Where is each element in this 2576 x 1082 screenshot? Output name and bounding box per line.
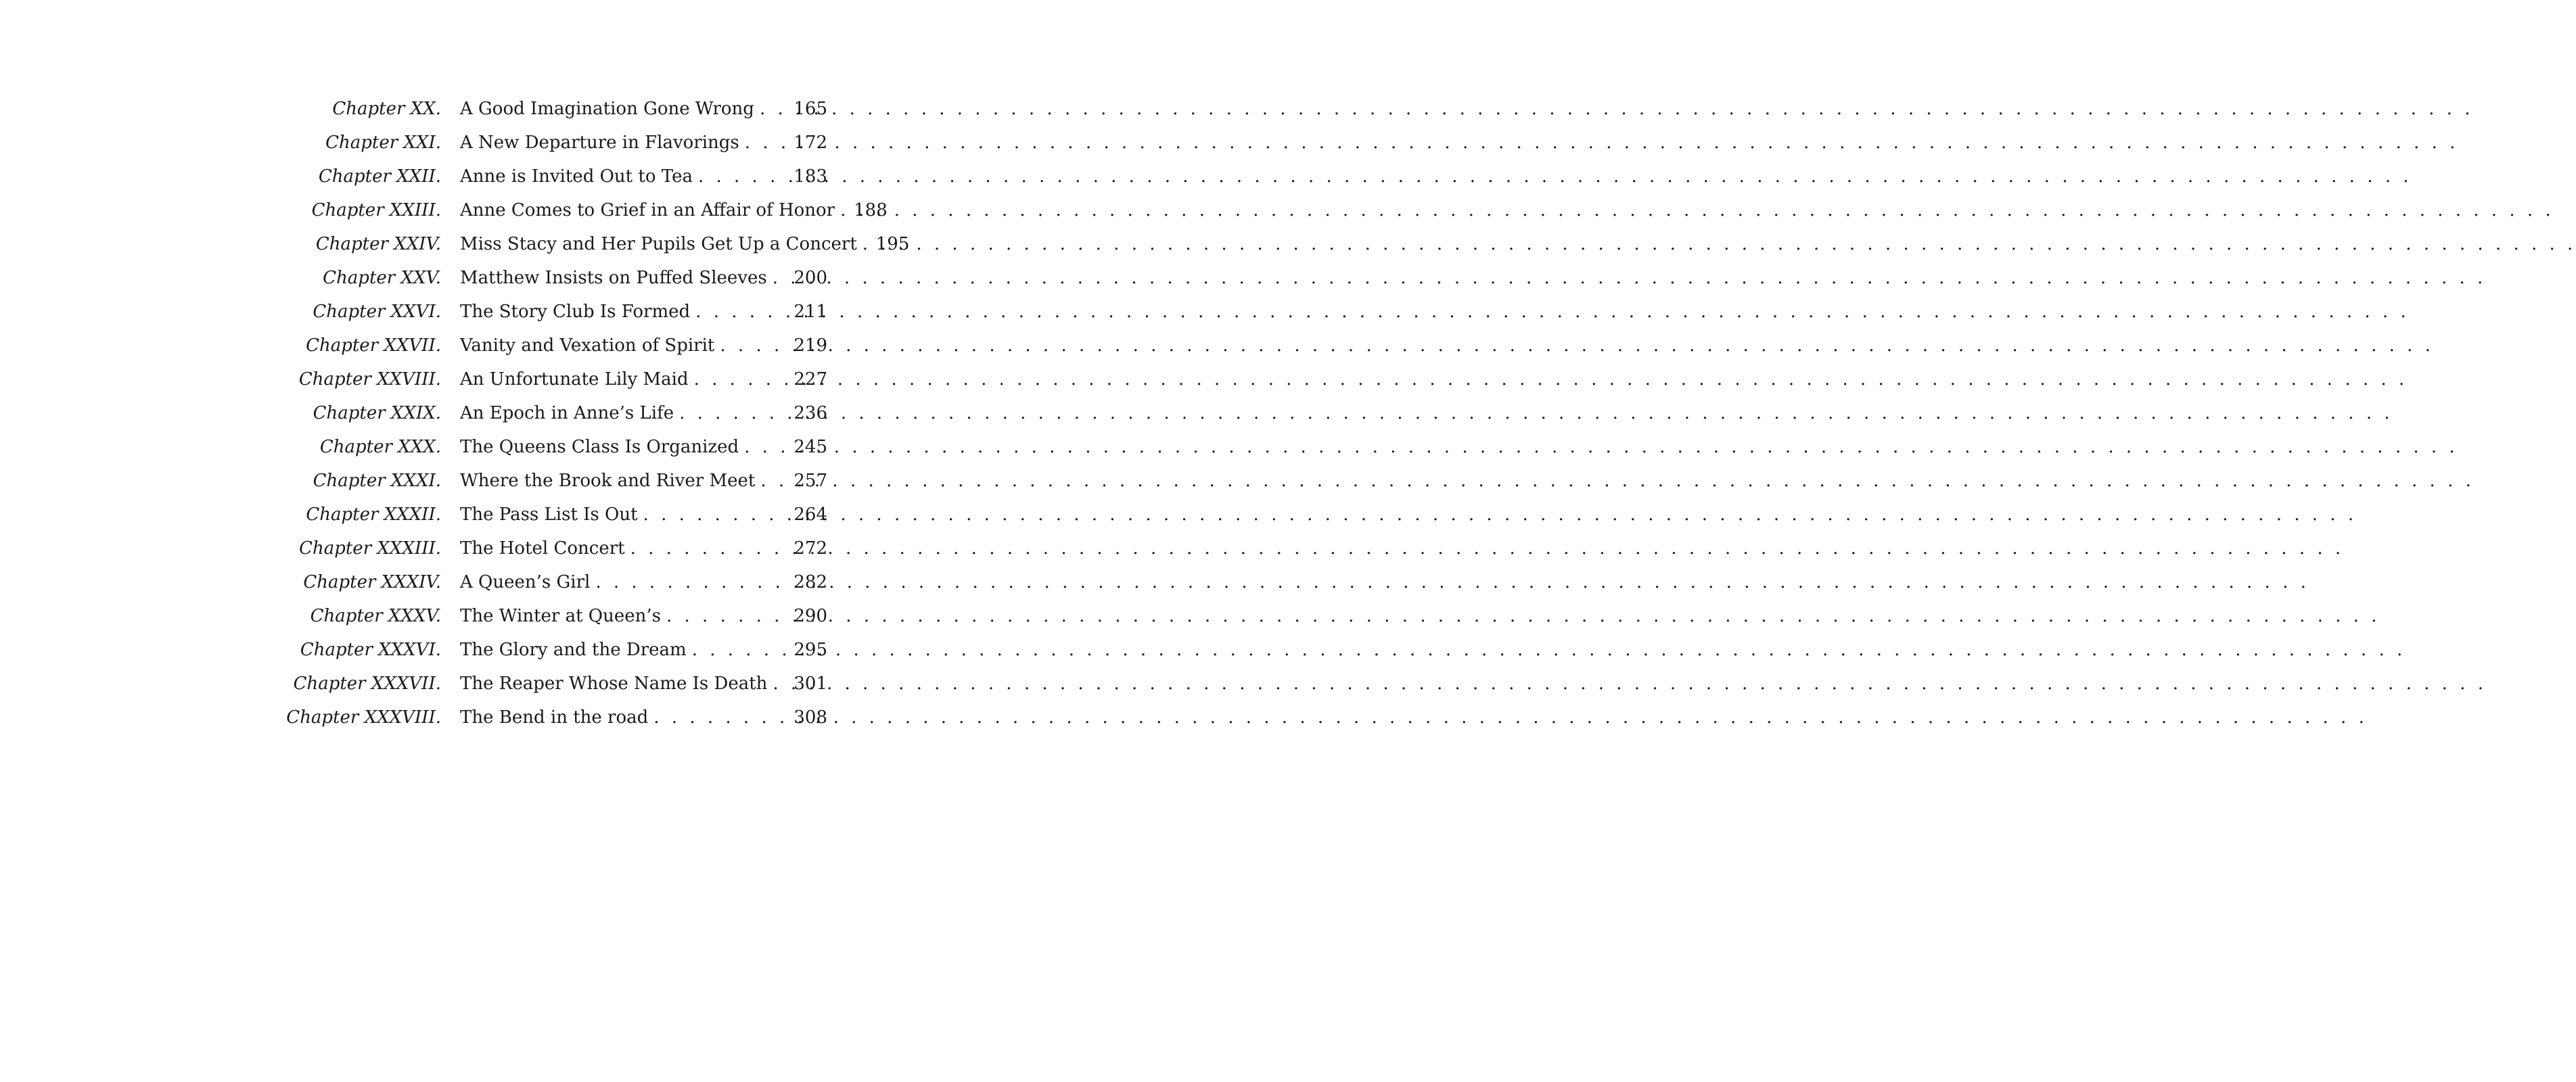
chapter-title: A Queen’s Girl: [460, 572, 591, 592]
toc-entry-body: [460, 571, 827, 593]
table-of-contents: [0, 98, 1082, 740]
page-number: 245: [794, 437, 827, 457]
toc-entry-body: [460, 369, 827, 390]
toc-entry: [0, 335, 1082, 369]
dot-leader: [767, 673, 794, 695]
chapter-number: Chapter XXXVI.: [300, 640, 441, 660]
chapter-number: Chapter XXXIII.: [299, 538, 441, 559]
toc-entry: [0, 707, 1082, 740]
toc-entry-body: [460, 639, 827, 661]
chapter-title: A Good Imagination Gone Wrong: [460, 99, 754, 119]
toc-entry: [0, 504, 1082, 538]
dot-leader: [835, 199, 854, 221]
toc-entry-body: [460, 301, 827, 323]
toc-entry-body: [460, 436, 827, 458]
toc-entry: [0, 267, 1082, 301]
dot-leader: [714, 335, 794, 356]
chapter-number: Chapter XXVII.: [306, 335, 441, 356]
chapter-title: An Epoch in Anne’s Life: [460, 403, 674, 423]
toc-entry-body: [460, 538, 827, 559]
toc-entry: [0, 98, 1082, 132]
toc-entry: [0, 673, 1082, 707]
dot-leader: [638, 504, 794, 525]
chapter-number: Chapter XX.: [332, 99, 441, 119]
toc-entry-body: [460, 132, 827, 154]
chapter-number: Chapter XXX.: [319, 437, 441, 457]
toc-entry: [0, 199, 1082, 233]
dot-leader: [690, 301, 794, 323]
chapter-number: Chapter XXIV.: [315, 234, 441, 254]
chapter-number: Chapter XXIX.: [313, 403, 441, 423]
page-number: 282: [794, 572, 827, 592]
page-number: 183: [794, 166, 827, 187]
chapter-title: Anne is Invited Out to Tea: [460, 166, 693, 187]
dot-leader: [767, 267, 794, 289]
chapter-number: Chapter XXXII.: [306, 504, 441, 525]
dot-leader: [754, 98, 794, 120]
chapter-title: The Bend in the road: [460, 707, 649, 728]
chapter-number: Chapter XXXV.: [310, 606, 441, 626]
chapter-number: Chapter XXXVIII.: [286, 707, 441, 728]
toc-entry-body: [460, 267, 827, 289]
page-number: 172: [794, 133, 827, 153]
dot-leader: [739, 132, 794, 154]
chapter-number: Chapter XXXI.: [313, 471, 441, 491]
chapter-number: Chapter XXXVII.: [293, 674, 441, 694]
chapter-title: Where the Brook and River Meet: [460, 471, 756, 491]
toc-entry: [0, 470, 1082, 504]
chapter-number: Chapter XXVI.: [313, 302, 441, 322]
dot-leader: [674, 402, 794, 424]
page-number: 195: [875, 234, 910, 254]
chapter-title: An Unfortunate Lily Maid: [460, 369, 689, 390]
page-number: 236: [794, 403, 827, 423]
page-number: 211: [794, 302, 827, 322]
toc-entry: [0, 132, 1082, 166]
page-number: 290: [794, 606, 827, 626]
dot-leader: [648, 707, 794, 728]
chapter-number: Chapter XXII.: [318, 166, 441, 187]
dot-leader: [693, 166, 794, 187]
toc-entry-body: [460, 166, 827, 187]
chapter-title: Miss Stacy and Her Pupils Get Up a Concert: [460, 234, 857, 254]
chapter-number: Chapter XXXIV.: [303, 572, 441, 592]
dot-leader: [625, 538, 794, 559]
dot-leader: [739, 436, 794, 458]
toc-entry-body: [460, 98, 827, 120]
chapter-title: Anne Comes to Grief in an Affair of Honor: [460, 200, 835, 220]
toc-entry-body: [460, 199, 888, 221]
page-number: 257: [794, 471, 827, 491]
toc-entry: [0, 605, 1082, 639]
chapter-title: Matthew Insists on Puffed Sleeves: [460, 268, 767, 288]
toc-entry-body: [460, 673, 827, 695]
toc-entry: [0, 436, 1082, 470]
toc-entry: [0, 301, 1082, 335]
toc-entry-body: [460, 605, 827, 627]
toc-entry-body: [460, 402, 827, 424]
chapter-title: The Reaper Whose Name Is Death: [460, 674, 768, 694]
toc-entry: [0, 369, 1082, 402]
chapter-title: The Queens Class Is Organized: [460, 437, 739, 457]
toc-entry: [0, 402, 1082, 436]
chapter-number: Chapter XXIII.: [311, 200, 441, 220]
page-number: 227: [794, 369, 827, 390]
toc-entry: [0, 571, 1082, 605]
chapter-number: Chapter XXVIII.: [298, 369, 441, 390]
page-number: 301: [794, 674, 827, 694]
dot-leader: [661, 605, 794, 627]
dot-leader: [687, 639, 794, 661]
chapter-number: Chapter XXV.: [323, 268, 441, 288]
toc-entry: [0, 639, 1082, 673]
toc-entry-body: [460, 335, 827, 356]
dot-leader: [689, 369, 794, 390]
chapter-title: The Winter at Queen’s: [460, 606, 661, 626]
toc-entry-body: [460, 504, 827, 525]
toc-entry: [0, 166, 1082, 199]
chapter-number: Chapter XXI.: [325, 133, 441, 153]
dot-leader: [755, 470, 794, 492]
toc-entry-body: [460, 470, 827, 492]
toc-entry: [0, 233, 1082, 267]
page-number: 165: [794, 99, 827, 119]
page-number: 272: [794, 538, 827, 559]
chapter-title: Vanity and Vexation of Spirit: [460, 335, 715, 356]
page-number: 219: [794, 335, 827, 356]
chapter-title: The Story Club Is Formed: [460, 302, 691, 322]
page-number: 188: [854, 200, 888, 220]
toc-entry-body: [460, 707, 827, 728]
chapter-title: A New Departure in Flavorings: [460, 133, 739, 153]
dot-leader: [590, 571, 794, 593]
page-number: 264: [794, 504, 827, 525]
chapter-title: The Glory and the Dream: [460, 640, 687, 660]
page-number: 295: [794, 640, 827, 660]
chapter-title: The Pass List Is Out: [460, 504, 638, 525]
toc-entry: [0, 538, 1082, 571]
dot-leader: [857, 233, 876, 255]
chapter-title: The Hotel Concert: [460, 538, 625, 559]
page-number: 308: [794, 707, 827, 728]
page-number: 200: [794, 268, 827, 288]
toc-entry-body: [460, 233, 910, 255]
